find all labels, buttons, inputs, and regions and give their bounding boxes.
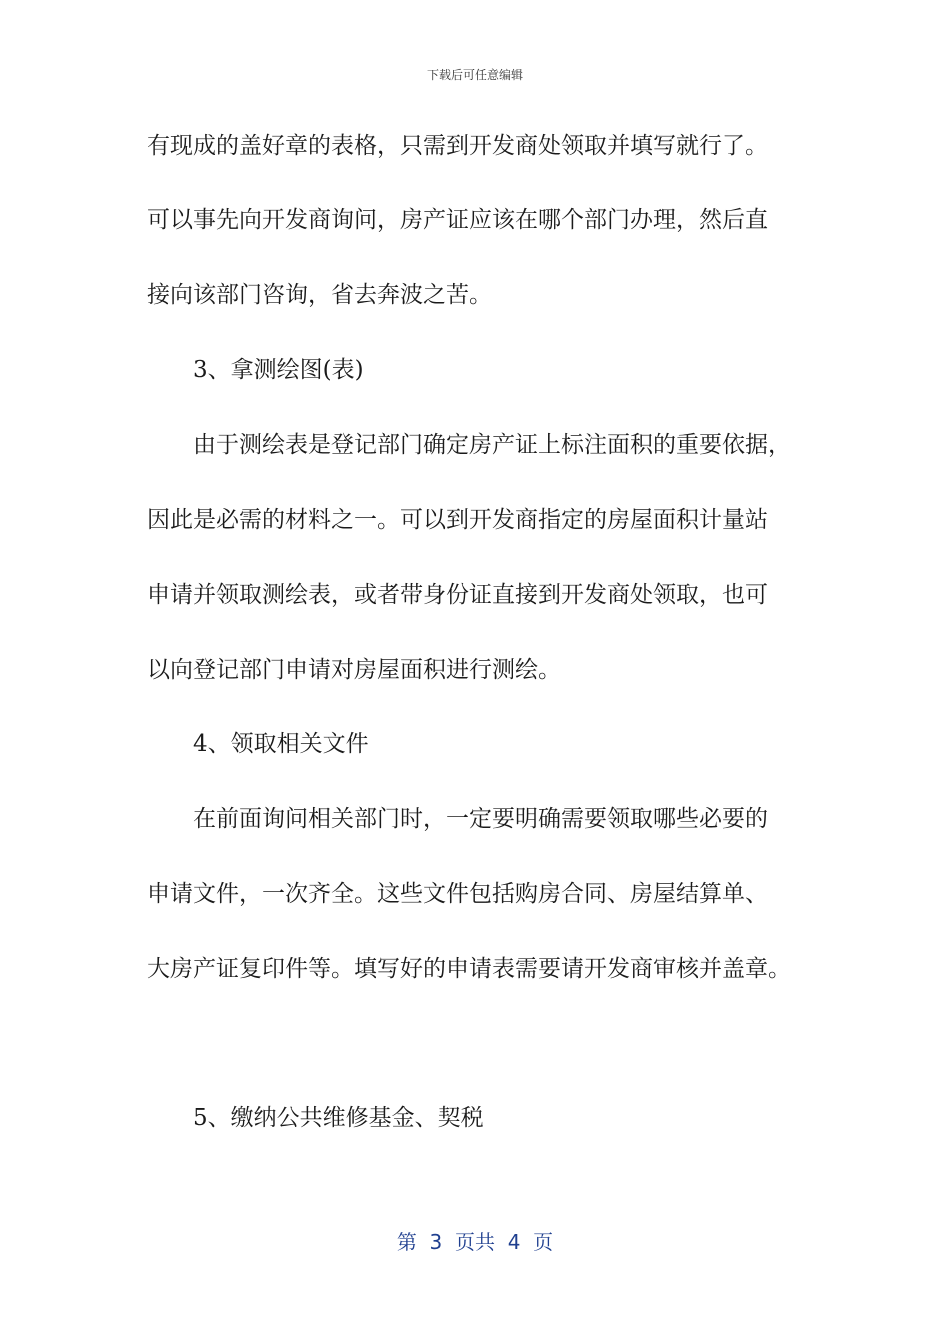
body-line: 申请并领取测绘表，或者带身份证直接到开发商处领取，也可 — [147, 582, 768, 608]
body-line: 以向登记部门申请对房屋面积进行测绘。 — [147, 657, 561, 683]
body-line: 在前面询问相关部门时，一定要明确需要领取哪些必要的 — [193, 806, 768, 832]
body-line: 因此是必需的材料之一。可以到开发商指定的房屋面积计量站 — [147, 507, 768, 533]
page-number-footer: 第 3 页共 4 页 — [396, 1230, 554, 1254]
body-line: 有现成的盖好章的表格，只需到开发商处领取并填写就行了。 — [147, 133, 768, 159]
body-line: 可以事先向开发商询问，房产证应该在哪个部门办理，然后直 — [147, 207, 768, 233]
section-heading-4: 4、领取相关文件 — [193, 731, 369, 757]
section-heading-5: 5、缴纳公共维修基金、契税 — [193, 1105, 484, 1131]
section-heading-3: 3、拿测绘图(表) — [193, 357, 364, 383]
body-line: 接向该部门咨询，省去奔波之苦。 — [147, 282, 492, 308]
body-line: 大房产证复印件等。填写好的申请表需要请开发商审核并盖章。 — [147, 956, 791, 982]
body-line: 由于测绘表是登记部门确定房产证上标注面积的重要依据， — [193, 432, 791, 458]
body-line: 申请文件，一次齐全。这些文件包括购房合同、房屋结算单、 — [147, 881, 768, 907]
header-note: 下载后可任意编辑 — [426, 68, 523, 82]
